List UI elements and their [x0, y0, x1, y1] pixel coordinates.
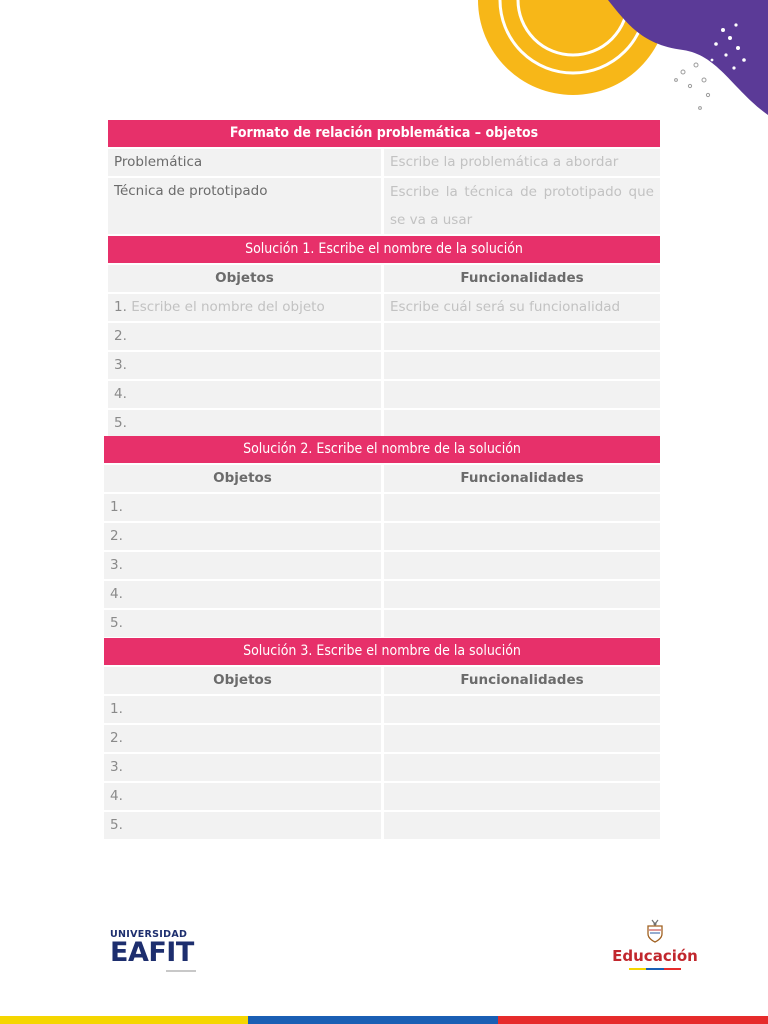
educacion-logo	[610, 918, 700, 970]
object-cell-5[interactable]	[104, 812, 381, 839]
table-row	[108, 323, 660, 350]
solution-2-table	[104, 436, 660, 637]
col-objects-header: Objetos	[108, 265, 381, 292]
table-row	[108, 294, 660, 321]
table-row	[108, 381, 660, 408]
function-cell-1[interactable]	[384, 696, 660, 723]
object-cell-1[interactable]	[108, 294, 381, 321]
row-number: 4.	[110, 788, 123, 804]
eafit-logo	[110, 929, 200, 972]
row-number: 1.	[110, 701, 123, 717]
table-row	[104, 523, 660, 550]
eafit-logo-top: UNIVERSIDAD	[110, 929, 188, 940]
row-number: 3.	[110, 759, 123, 775]
solution-2-header	[104, 465, 660, 492]
object-cell-4[interactable]	[104, 783, 381, 810]
table-row	[104, 610, 660, 637]
footer-bar-yellow	[0, 1016, 248, 1024]
footer-color-bar	[0, 1016, 768, 1024]
problematica-label: Problemática	[108, 149, 381, 176]
function-cell-3[interactable]	[384, 552, 660, 579]
function-cell-2[interactable]	[384, 725, 660, 752]
educacion-flag-line	[629, 968, 681, 970]
col-functions-header: Funcionalidades	[384, 667, 660, 694]
row-number: 4.	[114, 386, 127, 402]
tecnica-placeholder-line2: se va a usar	[390, 212, 473, 228]
col-functions-header: Funcionalidades	[384, 265, 660, 292]
row-number: 1.	[110, 499, 123, 515]
function-cell-4[interactable]	[384, 783, 660, 810]
function-cell-3[interactable]	[384, 352, 660, 379]
row-number: 5.	[110, 615, 123, 631]
object-cell-5[interactable]	[108, 410, 381, 437]
solution-3-title[interactable]: Solución 3. Escribe el nombre de la solución	[104, 638, 660, 665]
problematica-input[interactable]: Escribe la problemática a abordar	[384, 149, 660, 176]
object-cell-4[interactable]	[108, 381, 381, 408]
solution-2-title[interactable]: Solución 2. Escribe el nombre de la solución	[104, 436, 660, 463]
function-cell-4[interactable]	[384, 581, 660, 608]
row-number: 2.	[110, 528, 123, 544]
function-cell-2[interactable]	[384, 523, 660, 550]
row-number: 5.	[110, 817, 123, 833]
tecnica-row	[108, 178, 660, 234]
row-number: 5.	[114, 415, 127, 431]
object-cell-2[interactable]	[108, 323, 381, 350]
row-number: 3.	[114, 357, 127, 373]
eafit-logo-underline	[166, 970, 196, 972]
row-number: 3.	[110, 557, 123, 573]
function-cell-5[interactable]	[384, 410, 660, 437]
function-cell-2[interactable]	[384, 323, 660, 350]
object-cell-2[interactable]	[104, 523, 381, 550]
tecnica-placeholder-line1: Escribe la técnica de prototipado que	[390, 184, 654, 200]
footer-bar-blue	[248, 1016, 498, 1024]
table-row	[104, 812, 660, 839]
table-row	[104, 581, 660, 608]
object-cell-1[interactable]	[104, 494, 381, 521]
col-objects-header: Objetos	[104, 667, 381, 694]
object-cell-3[interactable]	[104, 754, 381, 781]
object-cell-3[interactable]	[104, 552, 381, 579]
table-row	[108, 352, 660, 379]
row-number: 2.	[114, 328, 127, 344]
object-cell-4[interactable]	[104, 581, 381, 608]
decorative-header-shapes	[468, 0, 768, 120]
table-row	[104, 494, 660, 521]
problem-objects-table	[108, 120, 660, 437]
function-cell-3[interactable]	[384, 754, 660, 781]
tecnica-input[interactable]	[384, 178, 660, 234]
object-placeholder: Escribe el nombre del objeto	[131, 299, 325, 315]
solution-3-table	[104, 638, 660, 839]
problematica-row	[108, 149, 660, 176]
col-objects-header: Objetos	[104, 465, 381, 492]
object-cell-2[interactable]	[104, 725, 381, 752]
object-cell-3[interactable]	[108, 352, 381, 379]
footer-bar-red	[498, 1016, 768, 1024]
function-cell-1[interactable]: Escribe cuál será su funcionalidad	[384, 294, 660, 321]
table-row	[104, 754, 660, 781]
solution-1-header	[108, 265, 660, 292]
table-row	[104, 725, 660, 752]
function-cell-1[interactable]	[384, 494, 660, 521]
function-cell-4[interactable]	[384, 381, 660, 408]
table-row	[108, 410, 660, 437]
object-cell-5[interactable]	[104, 610, 381, 637]
function-cell-5[interactable]	[384, 812, 660, 839]
educacion-logo-text: Educación	[612, 947, 698, 965]
eafit-logo-main: EAFIT	[110, 937, 194, 968]
tecnica-label: Técnica de prototipado	[108, 178, 381, 234]
function-cell-5[interactable]	[384, 610, 660, 637]
row-number: 2.	[110, 730, 123, 746]
solution-3-header	[104, 667, 660, 694]
table-row	[104, 552, 660, 579]
row-number: 4.	[110, 586, 123, 602]
table-title: Formato de relación problemática – objetos	[108, 120, 660, 147]
table-row	[104, 783, 660, 810]
col-functions-header: Funcionalidades	[384, 465, 660, 492]
row-number: 1.	[114, 299, 127, 315]
object-cell-1[interactable]	[104, 696, 381, 723]
solution-1-title[interactable]: Solución 1. Escribe el nombre de la solución	[108, 236, 660, 263]
table-row	[104, 696, 660, 723]
coat-of-arms-icon	[644, 918, 666, 944]
